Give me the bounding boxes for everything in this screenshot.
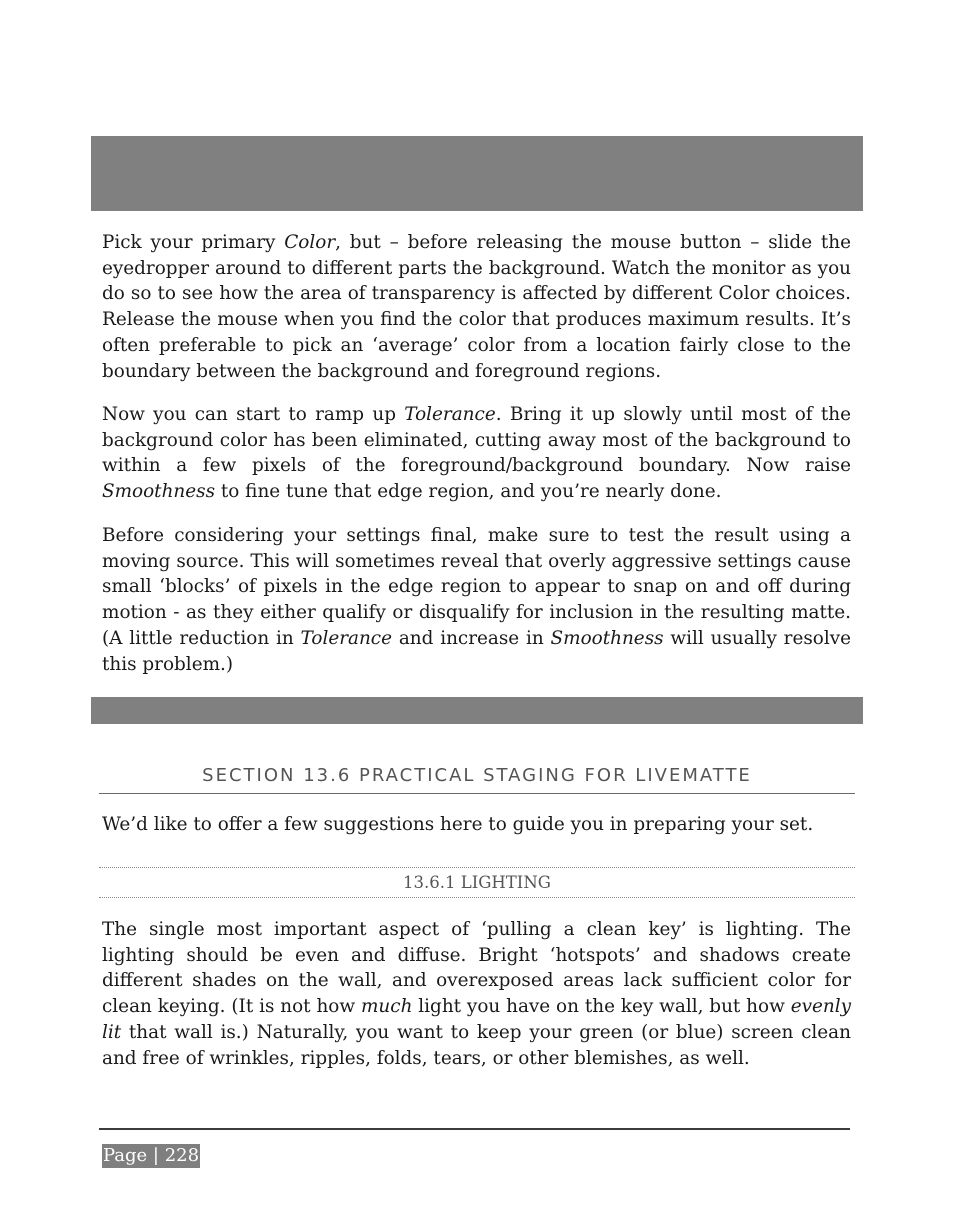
text-run: and increase in [392, 627, 551, 649]
section-heading: SECTION 13.6 PRACTICAL STAGING FOR LIVEMATTE [99, 763, 855, 794]
italic-term: Smoothness [102, 481, 216, 503]
italic-term: Color [284, 232, 336, 253]
italic-term: Tolerance [404, 404, 496, 425]
paragraph-pick-color [102, 230, 851, 384]
text-run: will usually resolve this problem.) [102, 627, 851, 675]
text-run: to fine tune that edge region, and you’re nearly done. [215, 481, 722, 503]
text-run: that wall is.) Naturally, you want to keep your green (or blue) screen clean and free of wrinkles, ripples, folds, tears, or other blemishes, as well. [102, 1021, 851, 1069]
paragraph-tolerance [102, 402, 851, 505]
text-run: Pick your primary [102, 232, 285, 253]
italic-term: Tolerance [300, 627, 392, 649]
italic-term: evenly lit [102, 996, 851, 1043]
page-number: Page | 228 [103, 1145, 200, 1166]
text-run: , but – before releasing the mouse button – slide the eyedropper around to different parts the background. Watch the monitor as you do so to see how the area of transparency is affected by different Color choices. Release the mouse when you find the color that produces maximum results. It’s often preferable to pick an ‘average’ color from a location fairly close to the boundary between the background and foreground regions. [102, 232, 851, 382]
footer-rule [99, 1128, 850, 1130]
italic-term: much [360, 996, 413, 1018]
text-run: We’d like to offer a few suggestions here to guide you in preparing your set. [102, 814, 814, 835]
text-run: Now you can start to ramp up [102, 404, 405, 425]
text-run: . Bring it up slowly until most of the background color has been eliminated, cutting away most of the background to within a few pixels of the foreground/background boundary. Now raise [102, 404, 852, 477]
paragraph-lighting [102, 917, 851, 1071]
italic-term: Smoothness [550, 627, 664, 649]
subsection-heading: 13.6.1 LIGHTING [99, 867, 855, 898]
text-run: light you have on the key wall, but how [412, 996, 791, 1018]
paragraph-intro [102, 812, 851, 838]
text-run: Before considering your settings final, make sure to test the result using a moving source. This will sometimes reveal that overly aggressive settings cause small ‘blocks’ of pixels in the edge region to appear to snap on and off during motion - as they either qualify or disqualify for inclusion in the resulting matte. (A little reduction in [102, 525, 851, 649]
text-run: The single most important aspect of ‘pulling a clean key’ is lighting. The lighting should be even and diffuse. Bright ‘hotspots’ and shadows create different shades on the wall, and overexposed areas lack sufficient color for clean keying. (It is not how [102, 919, 851, 1018]
divider-band [91, 697, 863, 724]
header-band [91, 136, 863, 211]
paragraph-testing [102, 523, 851, 677]
